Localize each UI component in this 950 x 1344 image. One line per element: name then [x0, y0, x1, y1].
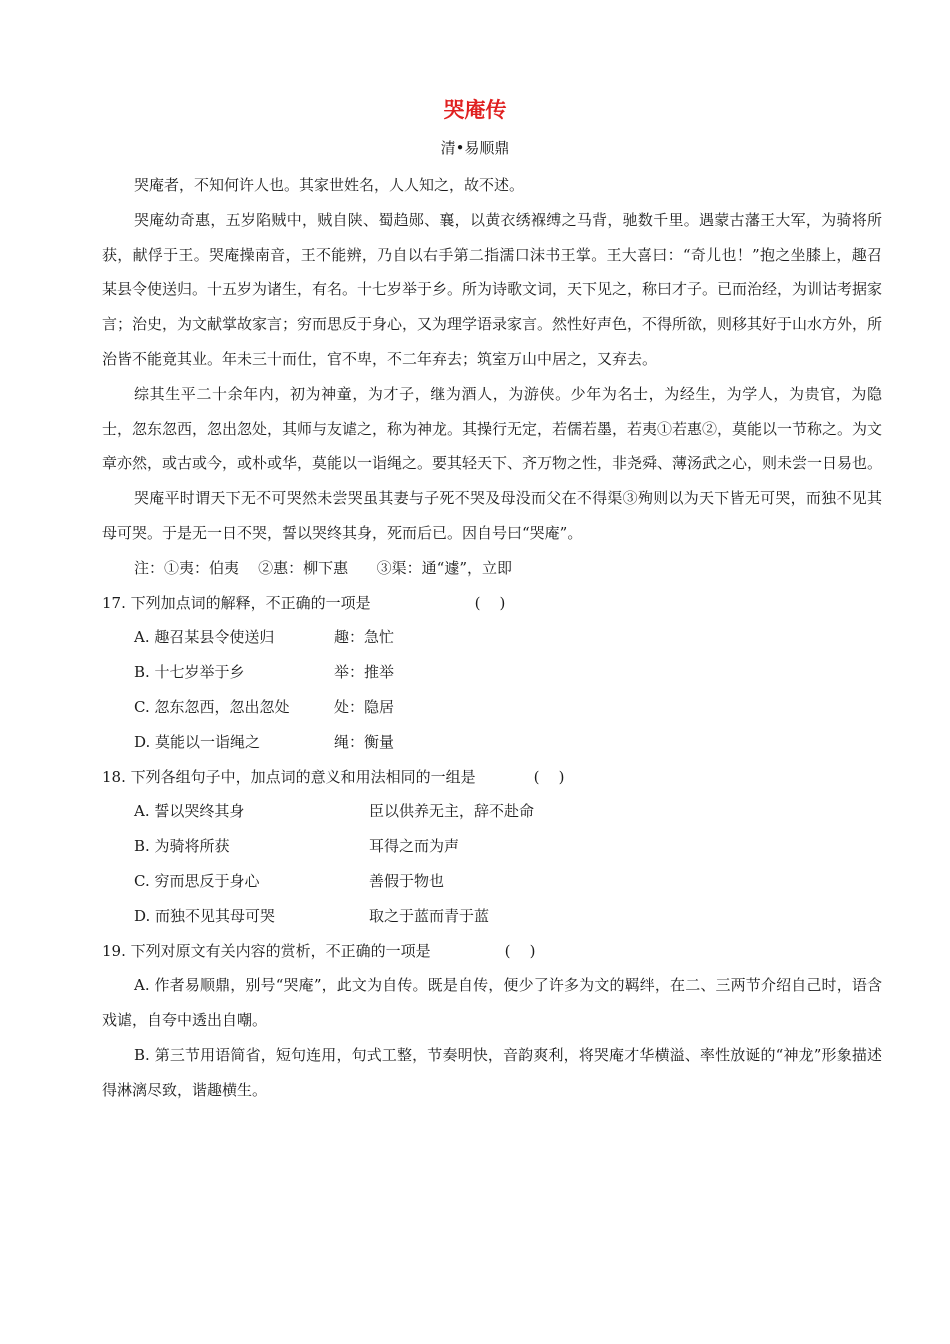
q17-option-b: B. 十七岁举于乡 举：推举: [134, 663, 395, 682]
q17-option-d: D. 莫能以一诣绳之 绳：衡量: [134, 732, 395, 751]
footnote: 注：①夷：伯夷 ②惠：柳下惠 ③渠：通“遽”，立即: [134, 558, 513, 577]
document-body: [102, 168, 882, 1108]
document-title: 哭庵传: [443, 97, 507, 122]
q18-option-c: C. 穷而思反于身心 善假于物也: [134, 871, 445, 890]
paragraph-2: 哭庵幼奇惠，五岁陷贼中，贼自陕、蜀趋郧、襄，以黄衣绣褓缚之马背，驰数千里。遇蒙古藩王大军，为骑将所获，献俘于王。哭庵操南音，王不能辨，乃自以右手第二指濡口沫书王掌。王大喜曰：“奇儿也！”抱之坐膝上，趣召某县令使送归。十五岁为诸生，有名。十七岁举于乡。所为诗歌文词，天下见之，称曰才子。已而治经，为训诂考据家言；治史，为文献掌故家言；穷而思反于身心，又为理学语录家言。然性好声色，不得所欲，则移其好于山水方外，所治皆不能竟其业。年未三十而仕，官不卑，不二年弃去；筑室万山中居之，又弃去。: [102, 210, 883, 368]
q17-option-a: A. 趣召某县令使送归 趣：急忙: [134, 628, 395, 647]
q18-option-a: A. 誓以哭终其身 臣以供养无主，辞不赴命: [134, 802, 535, 821]
q18-option-d: D. 而独不见其母可哭 取之于蓝而青于蓝: [134, 906, 490, 925]
question-18-answer-blank: ( ): [533, 767, 565, 786]
q18-option-b: B. 为骑将所获 耳得之而为声: [134, 837, 460, 856]
question-18-stem: 18. 下列各组句子中，加点词的意义和用法相同的一组是: [102, 767, 476, 786]
paragraph-4: 哭庵平时谓天下无不可哭然未尝哭虽其妻与子死不哭及母没而父在不得渠③殉则以为天下皆无可哭，而独不见其母可哭。于是无一日不哭，誓以哭终其身，死而后已。因自号曰“哭庵”。: [102, 489, 882, 542]
question-19-answer-blank: ( ): [504, 941, 536, 960]
q19-option-b: B. 第三节用语简省，短句连用，句式工整，节奏明快，音韵爽利，将哭庵才华横溢、率性放诞的“神龙”形象描述得淋漓尽致，谐趣横生。: [102, 1045, 882, 1099]
question-17-stem: 17. 下列加点词的解释，不正确的一项是: [102, 593, 371, 612]
q19-option-a: A. 作者易顺鼎，别号“哭庵”，此文为自传。既是自传，便少了许多为文的羁绊，在二、三两节介绍自己时，语含戏谑，自夸中透出自嘲。: [102, 976, 882, 1030]
question-17: [102, 586, 882, 621]
question-17-answer-blank: ( ): [474, 593, 506, 612]
question-19-stem: 19. 下列对原文有关内容的赏析，不正确的一项是: [102, 941, 431, 960]
question-19: [102, 934, 882, 969]
question-18: [102, 760, 882, 795]
paragraph-3: 综其生平二十余年内，初为神童，为才子，继为酒人，为游侠。少年为名士，为经生，为学人，为贵官，为隐士，忽东忽西，忽出忽处，其师与友谑之，称为神龙。其操行无定，若儒若墨，若夷①若惠②，莫能以一节称之。为文章亦然，或古或今，或朴或华，莫能以一诣绳之。要其轻天下、齐万物之性，非尧舜、薄汤武之心，则未尝一日易也。: [102, 384, 883, 473]
paragraph-1: 哭庵者，不知何许人也。其家世姓名，人人知之，故不述。: [134, 176, 525, 194]
document-author: 清•易顺鼎: [440, 139, 510, 157]
q17-option-c: C. 忽东忽西，忽出忽处 处：隐居: [134, 697, 395, 716]
